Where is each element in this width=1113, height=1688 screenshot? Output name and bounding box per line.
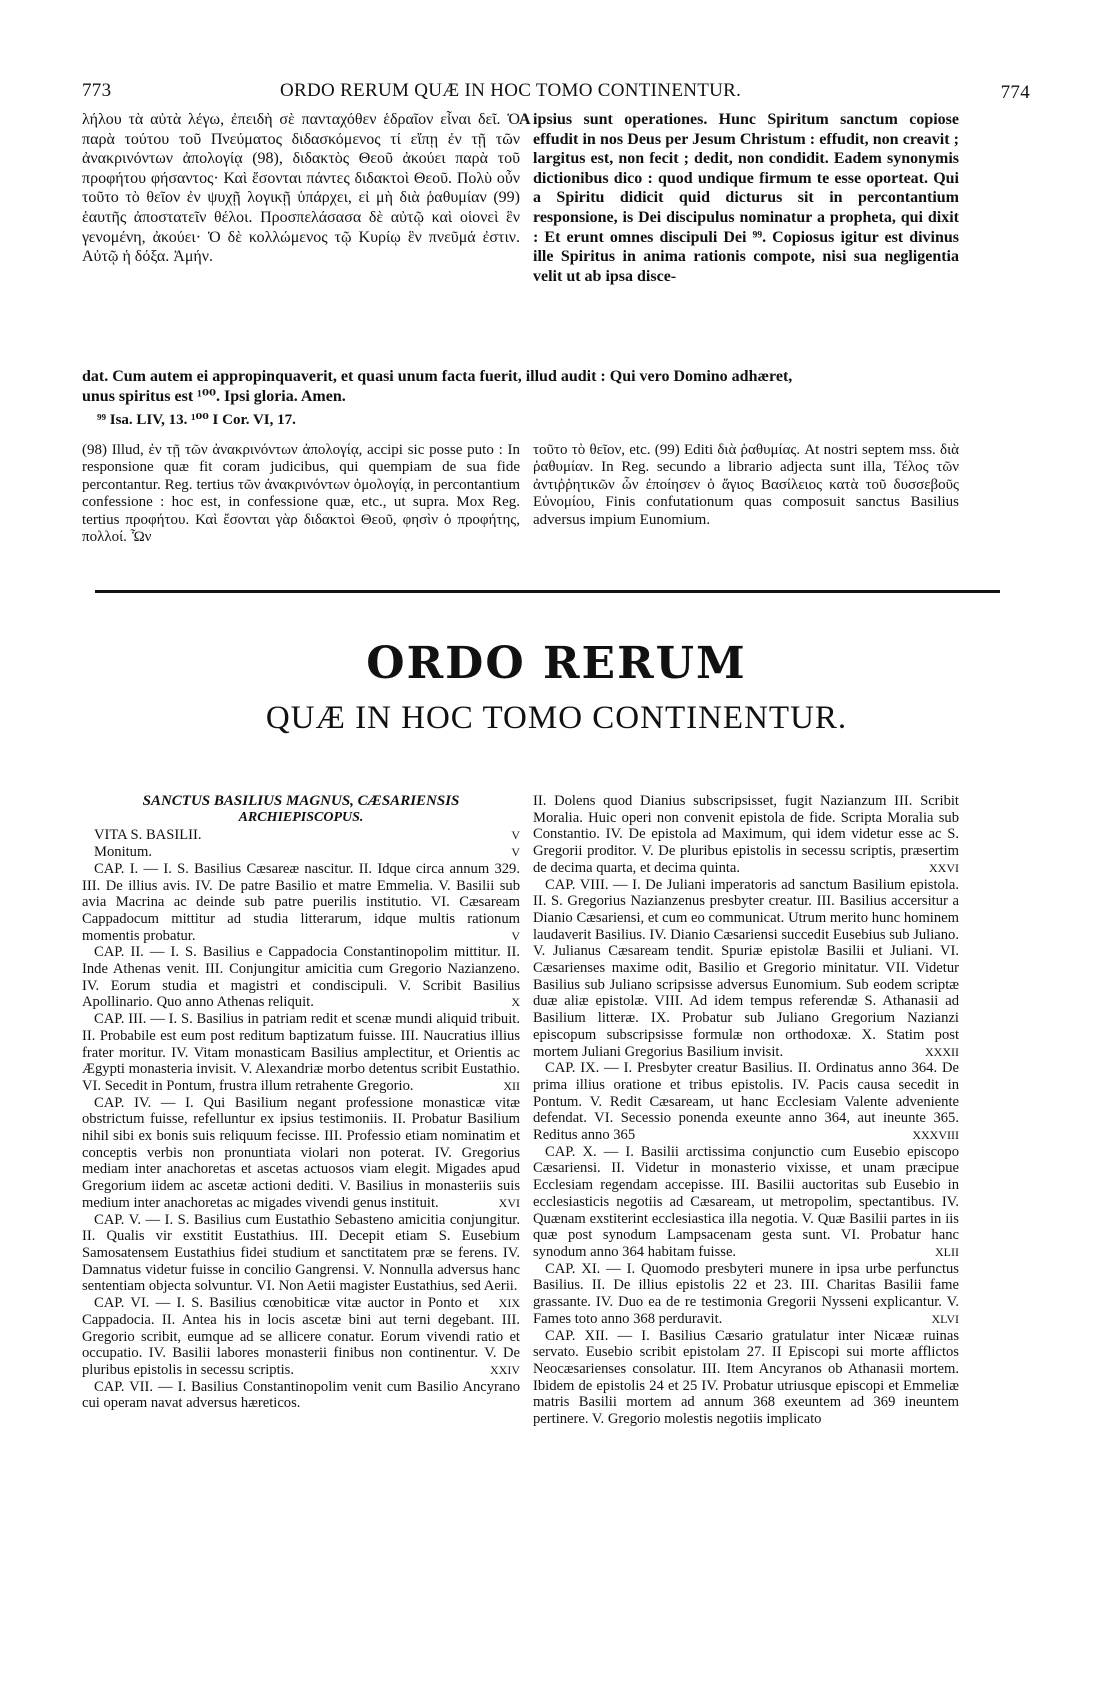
toc-page-ref: XXIV <box>490 1362 520 1377</box>
toc-entry <box>533 877 959 1061</box>
toc-entry <box>533 1060 959 1144</box>
toc-left-column <box>82 793 520 1412</box>
toc-entry-text: CAP. I. — I. S. Basilius Cæsareæ nascitur. II. Idque circa annum 329. III. De illius avis. IV. De patre Basilio et matre Emmelia. V. Basilii sub avia Macrina ac deinde sub patre puerilis institutio. VI. Cæsaream Cappadocum mittitur ad studia litterarum, idque multis rationum momentis probatur. <box>82 860 520 944</box>
toc-entry-text: CAP. XI. — I. Quomodo presbyteri munere in ipsa urbe perfunctus Basilius. II. De illius epistolis 22 et 23. III. Charitas Basilii fame grassante. IV. Duo ea de re testimonia Gregorii Nysseni explicantur. V. Fames toto anno 368 perduravit. <box>533 1260 959 1327</box>
toc-page-ref: XII <box>503 1078 520 1093</box>
toc-entry-text: Monitum. <box>94 844 152 861</box>
column-marker: A <box>519 111 531 128</box>
toc-page-ref: XVI <box>498 1195 520 1210</box>
toc-entry-text: CAP. III. — I. S. Basilius in patriam redit et scenæ mundi aliquid tribuit. II. Probabile est eum post reditum baptizatum fuisse. III. Naucratius illius frater moritur. IV. Vitam monasticam Basilius amplectitur, et Orientis ac Ægypti monasteria invisit. V. Alexandriæ morbo detentus scribit Eustathio. VI. Secedit in Pontum, frustra illum retrahente Gregorio. <box>82 1011 520 1094</box>
toc-entry <box>533 1144 959 1261</box>
running-title: ORDO RERUM QUÆ IN HOC TOMO CONTINENTUR. <box>280 80 742 101</box>
toc-page-ref: V <box>511 928 520 943</box>
note-99: τοῦτο τὸ θεῖον, etc. (99) Editi διὰ ῥαθυμίας. At nostri septem mss. διὰ ῥαθυμίαν. In Reg. secundo a librario adjecta sunt illa, Τέλος τῶν ἀντιῤῥητικῶν ὧν ἐποίησεν ὁ ἅγιος Βασίλειος κατὰ τοῦ δυσσεβοῦς Εὐνομίου, Finis confutationum quas composuit sanctus Basilius adversus impium Eunomium. <box>533 442 959 528</box>
toc-entry <box>533 1261 959 1328</box>
scripture-references: ⁹⁹ Isa. LIV, 13. ¹⁰⁰ I Cor. VI, 17. <box>97 412 296 428</box>
toc-page-ref: XIX <box>498 1296 520 1311</box>
page-number-right: 774 <box>1000 82 1030 103</box>
toc-entry <box>82 1211 520 1311</box>
spanning-text <box>82 367 1032 407</box>
toc-entry-text: CAP. II. — I. S. Basilius e Cappadocia Constantinopolim mittitur. II. Inde Athenas venit. III. Conjungitur amicitia cum Gregorio Nazianzeno. IV. Eorum studia et magistri et condiscipuli. V. Scribit Basilius Apollinario. Quo anno Athenas reliquit. <box>82 944 520 1011</box>
greek-text-column: λήλου τὰ αὐτὰ λέγω, ἐπειδὴ σὲ πανταχόθεν ἑδραῖον εἶναι δεῖ. Ὁ παρὰ τούτου τοῦ Πνεύματος διδασκόμενος τί εἴπῃ ἐν τῇ τῶν ἀνακρινόντων ἀπολογίᾳ (98), διδακτὸς Θεοῦ ἀκούει παρὰ τοῦ προφήτου φήσαντος· Καὶ ἔσονται πάντες διδακτοὶ Θεοῦ. Πολὺ οὖν τοῦτο τὸ θεῖον ἐν ψυχῇ λογικῇ ὑπάρχει, εἰ μὴ διὰ ῥαθυμίαν (99) ἑαυτῆς ἀποστατεῖν θέλοι. Προσπελάσασα δὲ αὐτῷ καὶ οἱονεὶ ἓν γενομένη, ἀκούει· Ὁ δὲ κολλώμενος τῷ Κυρίῳ ἓν πνεῦμά ἐστιν. Αὐτῷ ἡ δόξα. Ἀμήν. <box>82 111 520 266</box>
toc-page-ref: XXXII <box>925 1044 959 1059</box>
toc-entry <box>533 1328 959 1428</box>
toc-entry-text: CAP. X. — I. Basilii arctissima conjunctio cum Eusebio episcopo Cæsariensi. II. Videtur in monasterio vixisse, et unam præcipue Ecclesiam regendam accepisse. III. Basilii auctoritas sub Eusebio in ecclesiasticis negotiis ad Cæsaream, ut metropolim, spectantibus. IV. Quænam exstiterint ecclesiastica illa negotia. V. Quæ Basilii partes in iis quæ post synodum Lampsacenam gesta sunt. VI. Probatur hanc synodum anno 364 habitam fuisse. <box>533 1143 959 1260</box>
latin-text-column <box>519 110 959 286</box>
toc-entry <box>82 944 520 1011</box>
toc-entry <box>82 1095 520 1212</box>
toc-entry <box>533 793 959 877</box>
toc-entry <box>82 1011 520 1095</box>
note-98: (98) Illud, ἐν τῇ τῶν ἀνακρινόντων ἀπολογίᾳ, accipi sic posse puto : In responsione quæ fit coram judicibus, qui quempiam de sua fide percontantur. Reg. tertius τῶν ἀνακρινόντων ὁμολογίᾳ, in percontantium confessione : hoc est, in confessione quæ, etc., ut supra. Mox Reg. tertius προφήτου. Καὶ ἔσονται γὰρ διδακτοὶ Θεοῦ, φησὶν ὁ προφήτης, πολλοί. Ὧν <box>82 442 520 546</box>
toc-page-ref: X <box>511 995 520 1010</box>
section-divider <box>95 590 1000 593</box>
toc-entry <box>82 844 520 861</box>
toc-page-ref: XLVI <box>931 1311 959 1326</box>
toc-entry-text: CAP. IX. — I. Presbyter creatur Basilius. II. Ordinatus anno 364. De prima illius oratione et tribus epistolis. IV. Pacis causa secedit in Pontum. V. Redit Cæsaream, ut hanc Ecclesiam Valente adveniente defendat. VI. Secessio ponenda exeunte anno 364, aut ineunte 365. Reditus anno 365 <box>533 1060 959 1144</box>
section-subtitle: QUÆ IN HOC TOMO CONTINENTUR. <box>265 700 848 736</box>
toc-entry-text: CAP. VIII. — I. De Juliani imperatoris ad sanctum Basilium epistola. II. S. Gregorius Nazianzenus presbyter creatur. III. Basilius accersitur a Dianio Cæsariensi, et cum eo communicat. Utrum merito hunc hominem laudaverit Basilius. IV. Dianio Cæsariensi succedit Eusebius sub Juliano. V. Julianus Cæsaream tendit. Spuriæ epistolæ Basilii et Juliani. VI. Cæsarienses maxime odit, Basilio et Gregorio minitatur. VII. Videtur Basilius sub Juliano scripsisse adversus Eunomium. Sub eodem scriptæ duæ aliæ epistolæ. VIII. Ad idem tempus referendæ S. Athanasii ad Basilium litteræ. IX. Probatur sub Juliano Gregorium Nazianzi episcopum subscripsisse formulæ non orthodoxæ. X. Statim post mortem Juliani Gregorius Basilium invisit. <box>533 876 959 1060</box>
page-number-left: 773 <box>82 80 112 101</box>
toc-entries-right <box>533 793 959 1428</box>
latin-text: ipsius sunt operationes. Hunc Spiritum sanctum copiose effudit in nos Deus per Jesum Christum : effudit, non creavit ; largitus est, non fecit ; dedit, non condidit. Eadem synonymis dictionibus dico : quod undique firmum te esse oporteat. Qui a Spiritu didicit quid dicturus sit in percontantium responsione, is Dei discipulus nominatur a propheta, qui dixit : Et erunt omnes discipuli Dei ⁹⁹. Copiosus igitur est divinus ille Spiritus in anima rationis compote, nisi sua negligentia velit ut ab ipsa disce- <box>533 111 959 285</box>
toc-entry-text: II. Dolens quod Dianius subscripsisset, fugit Nazianzum III. Scribit Moralia. Huic operi non convenit epistola de fide. Scripta Moralia sub Constantio. IV. De epistola ad Maximum, qui idem videtur esse ac S. Gregorii proditor. V. De pluribus epistolis in secessu scriptis, præsertim de decima quarta, et decima quinta. <box>533 793 959 876</box>
toc-page-ref: XXVI <box>929 860 959 875</box>
toc-page-ref: XLII <box>935 1244 959 1259</box>
toc-page-ref: V <box>511 845 520 860</box>
toc-entry-text: VITA S. BASILII. <box>94 827 202 844</box>
toc-entry-text: CAP. XII. — I. Basilius Cæsario gratulatur inter Nicææ ruinas servato. Eusebio scribit epistolam 27. II Episcopi sui morte afflictos Neocæsarienses consolatur. III. Item Ancyranos ob Athanasii mortem. Ibidem de epistolis 24 et 25 IV. Probatur utriusque episcopi et Emmeliæ matris Basilii mortem ad annum 368 exeuntem ad 369 ineuntem pertinere. V. Gregorio molestis negotiis implicato <box>533 1327 959 1428</box>
toc-entry <box>82 861 520 945</box>
toc-entry-text: CAP. VI. — I. S. Basilius cœnobiticæ vitæ auctor in Ponto et Cappadocia. II. Antea his in locis ascetæ bini aut terni degebant. III. Gregorio scribit, eumque ad se allicere conatur. Eorum vivendi ratio et occupatio. IV. Basilii labores monasterii finibus non continentur. V. De pluribus epistolis in secessu scriptis. <box>82 1295 520 1378</box>
toc-entry <box>82 1295 520 1379</box>
spanning-line-1: dat. Cum autem ei appropinquaverit, et quasi unum facta fuerit, illud audit : Qui vero Domino adhæret, <box>82 368 793 385</box>
toc-page-ref: XXXVIII <box>912 1128 959 1143</box>
running-header <box>82 80 1030 102</box>
toc-entry <box>82 827 520 844</box>
toc-subheading: ARCHIEPISCOPUS. <box>238 809 364 825</box>
spanning-line-2: unus spiritus est ¹⁰⁰. Ipsi gloria. Amen. <box>82 388 346 405</box>
toc-entry-text: CAP. VII. — I. Basilius Constantinopolim venit cum Basilio Ancyrano cui operam navat adversus hæreticos. <box>82 1378 520 1412</box>
toc-page-ref: V <box>511 828 520 843</box>
toc-heading: SANCTUS BASILIUS MAGNUS, CÆSARIENSIS <box>142 793 460 809</box>
toc-entry <box>82 1379 520 1412</box>
toc-right-column <box>533 793 959 1428</box>
toc-entry-text: CAP. IV. — I. Qui Basilium negant professione monasticæ vitæ obstrictum fuisse, refelluntur ex ipsius testimoniis. II. Probatur Basilium nihil sibi ex bonis suis reliquum fecisse. III. Professio etiam nominatim et conceptis verbis non pronuntiata violari non poterat. IV. Gregorius mediam inter anachoretas et ascetas actuosos viam elegit. Migades apud Gregorium iidem ac ascetæ actioni dediti. V. Basilius in monasteriis suis medium inter anachoretas ac migades vivendi genus instituit. <box>82 1094 520 1211</box>
toc-entry-text: CAP. V. — I. S. Basilius cum Eustathio Sebasteno amicitia conjungitur. II. Qualis vir exstitit Eustathius. III. Decepit etiam S. Eusebium Samosatensem Eustathius fidei studium et sanctitatem præ se ferens. IV. Damnatus videtur fuisse in concilio Gangrensi. V. Nonnulla adversus hanc sententiam objecta solvuntur. VI. Non Aetii magister Eustathius, sed Aerii. <box>82 1211 520 1295</box>
toc-entries-left <box>82 827 520 1412</box>
section-title: ORDO RERUM <box>366 638 747 689</box>
